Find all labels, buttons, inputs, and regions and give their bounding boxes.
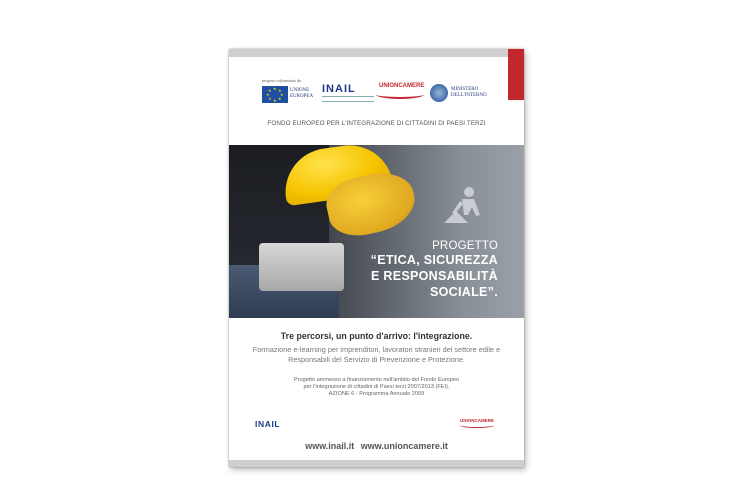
bottom-unioncamere-logo: UNIONCAMERE — [460, 418, 495, 423]
funding-note: Progetto ammesso a finanziamento nell'ambito del Fondo Europeo per l'integrazione di cittadini di Paesi terzi 2007/2013 (FEI). AZIONE 6 - Programma Annuale 2009 — [293, 377, 460, 397]
inail-logo: INAIL — [322, 83, 356, 95]
eu-flag-icon: ★ ★ ★ ★ ★ ★ ★ ★ — [262, 86, 288, 103]
bottom-inail-logo: INAIL — [255, 419, 281, 429]
eu-name: UNIONE EUROPEA — [290, 88, 314, 99]
poster — [229, 49, 524, 467]
project-name-line1: “ETICA, SICUREZZA — [370, 253, 498, 267]
tagline: Tre percorsi, un punto d'arrivo: l'integrazione. — [280, 331, 473, 341]
bottom-unioncamere-swoosh-icon — [459, 422, 495, 428]
fund-title: FONDO EUROPEO PER L'INTEGRAZIONE DI CITTADINI DI PAESI TERZI — [267, 120, 486, 127]
construction-worker-icon — [442, 185, 492, 225]
unioncamere-logo: UNIONCAMERE — [379, 83, 425, 89]
ministry-emblem-icon — [430, 84, 448, 102]
top-band — [229, 49, 524, 57]
eu-caption: progetto cofinanziato da — [262, 78, 302, 83]
inail-url[interactable]: www.inail.it — [305, 441, 355, 451]
project-name-line3: SOCIALE”. — [430, 285, 498, 299]
project-label: PROGETTO — [432, 240, 498, 252]
project-name-line2: E RESPONSABILITÀ — [370, 269, 498, 283]
description: Formazione e-learning per imprenditori, lavoratori stranieri del settore edile e Responsabili del Servizio di Prevenzione e Protezione. — [252, 345, 501, 364]
hero-photo — [229, 145, 524, 318]
unioncamere-url[interactable]: www.unioncamere.it — [360, 441, 448, 451]
bottom-logos — [229, 411, 524, 435]
bottom-band — [229, 460, 524, 467]
inail-logo-subtitle-lines — [322, 96, 374, 102]
project-title — [371, 240, 498, 300]
website-urls — [229, 441, 524, 451]
ministry-name: MINISTERO DELL'INTERNO — [451, 87, 487, 98]
header-logos — [229, 73, 524, 113]
unioncamere-swoosh-icon — [376, 90, 424, 99]
tool-belt — [259, 243, 344, 291]
